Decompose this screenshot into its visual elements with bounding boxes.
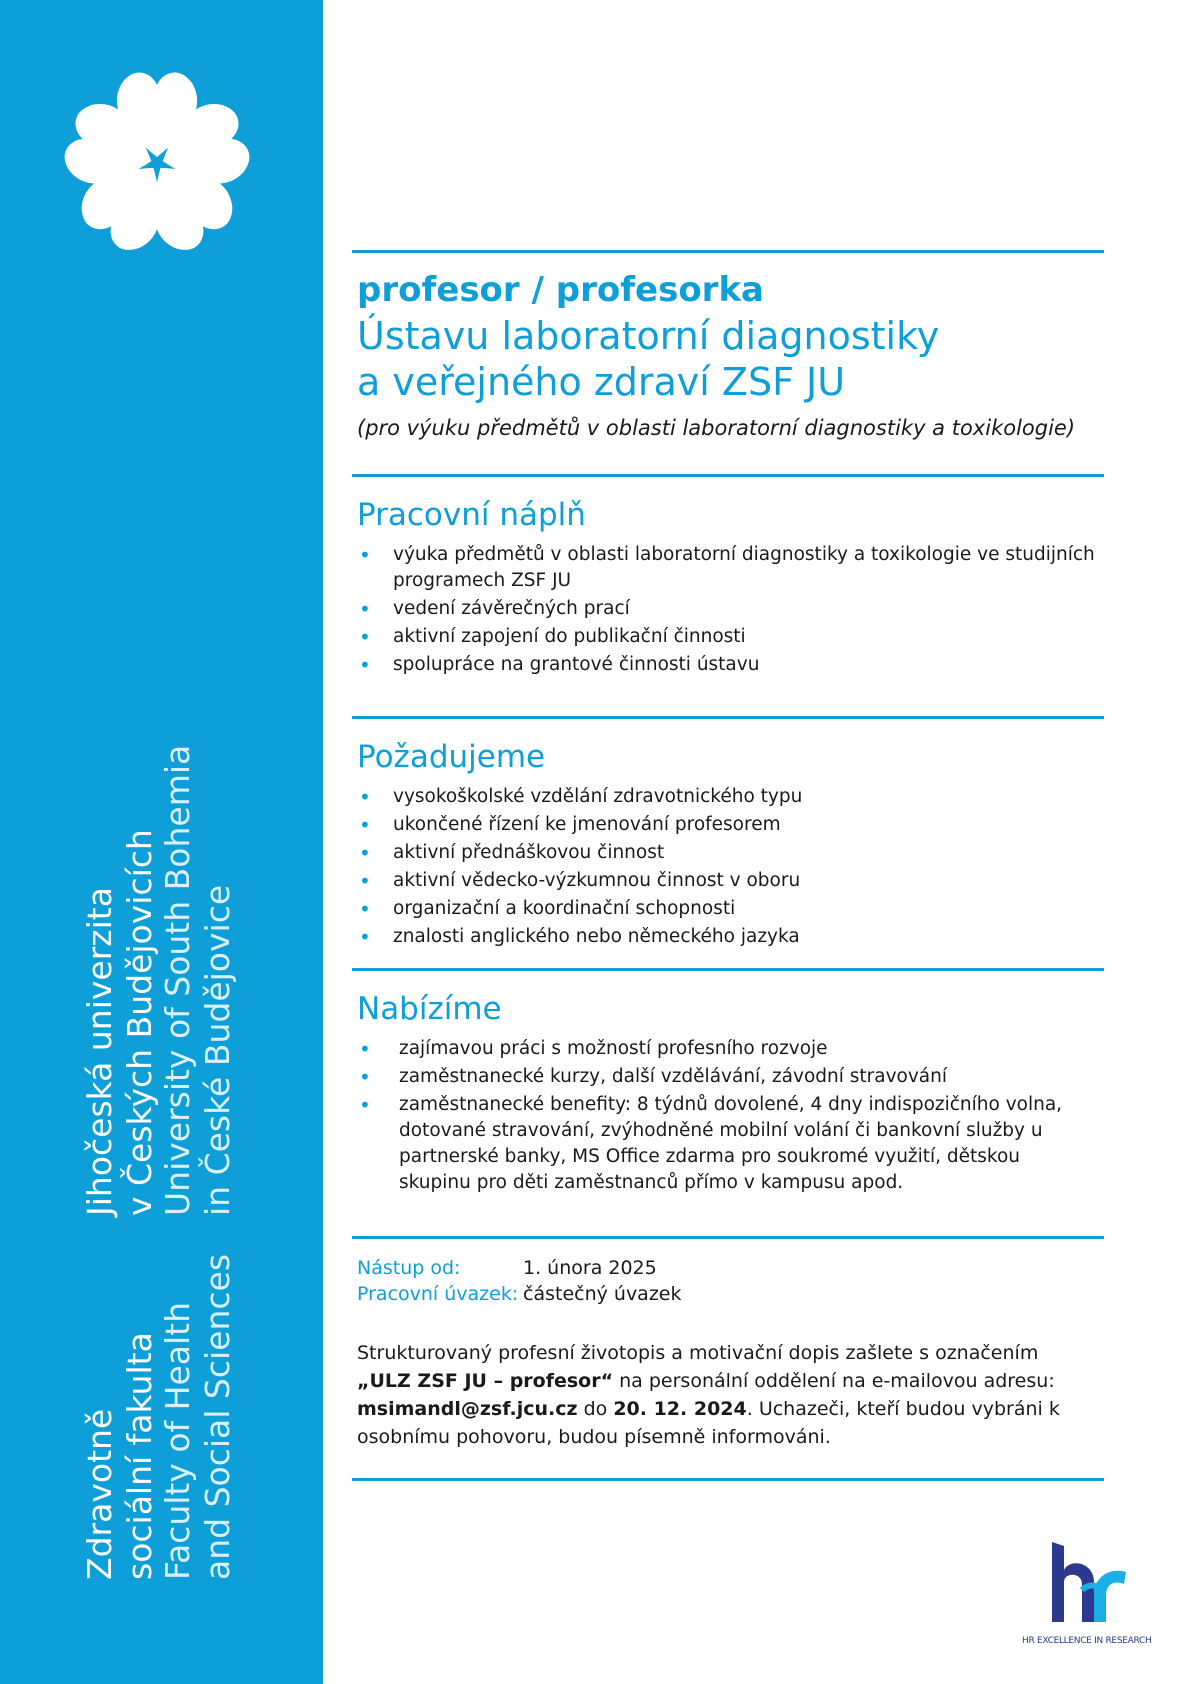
list-item: • zaměstnanecké kurzy, další vzdělávání, závodní stravování	[357, 1064, 1077, 1090]
duties-heading: Pracovní náplň	[357, 497, 586, 533]
university-name-cz	[80, 829, 160, 1216]
start-date-label: Nástup od:	[357, 1257, 461, 1279]
university-name-en	[158, 745, 238, 1216]
workload-label: Pracovní úvazek:	[357, 1283, 519, 1305]
application-text: Strukturovaný profesní životopis a motivační dopis zašlete s označením	[357, 1342, 1039, 1364]
divider	[352, 716, 1104, 719]
hr-logo-icon	[1022, 1538, 1152, 1638]
department-title	[357, 313, 939, 405]
workload-row	[357, 1281, 682, 1307]
list-item: • organizační a koordinační schopnosti	[357, 896, 1097, 922]
department-line1: Ústavu laboratorní diagnostiky	[357, 314, 940, 358]
list-item: • zajímavou práci s možností profesního rozvoje	[357, 1036, 1077, 1062]
job-subtitle: (pro výuku předmětů v oblasti laboratorní diagnostiky a toxikologie)	[357, 416, 1076, 440]
list-item: • aktivní zapojení do publikační činnosti	[357, 624, 1097, 650]
divider	[352, 968, 1104, 971]
faculty-en-line2: and Social Sciences	[198, 1253, 237, 1580]
job-title: profesor / profesorka	[357, 270, 765, 310]
start-date-row	[357, 1255, 682, 1281]
hr-excellence-logo	[1022, 1538, 1152, 1658]
list-item: • spolupráce na grantové činnosti ústavu	[357, 652, 1097, 678]
list-item: • vysokoškolské vzdělání zdravotnického typu	[357, 784, 1097, 810]
faculty-cz-line2: sociální fakulta	[120, 1332, 159, 1580]
department-line2: a veřejného zdraví ZSF JU	[357, 360, 846, 404]
offer-heading: Nabízíme	[357, 991, 502, 1027]
university-cz-line2: v Českých Budějovicích	[120, 829, 159, 1216]
application-text: do	[577, 1398, 614, 1420]
application-code: „ULZ ZSF JU – profesor“	[357, 1370, 614, 1392]
duties-list	[357, 542, 1097, 680]
faculty-cz-line1: Zdravotně	[80, 1408, 119, 1580]
list-item: • výuka předmětů v oblasti laboratorní diagnostiky a toxikologie ve studijních programech ZSF JU	[357, 542, 1097, 594]
list-item: • zaměstnanecké benefity: 8 týdnů dovolené, 4 dny indispozičního volna, dotované stravování, zvýhodněné mobilní volání či bankovní služby u partnerské banky, MS Office zdarma pro soukromé využití, dětskou skupinu pro děti zaměstnanců přímo v kampusu apod.	[357, 1092, 1077, 1196]
divider	[352, 1236, 1104, 1239]
faculty-name-en	[158, 1254, 238, 1580]
workload-value: částečný úvazek	[523, 1283, 682, 1305]
offer-list	[357, 1036, 1077, 1198]
sidebar	[0, 0, 323, 1684]
faculty-en-line1: Faculty of Health	[158, 1301, 197, 1580]
application-text: . Uchazeči, kteří budou vybráni k osobnímu pohovoru, budou písemně informováni.	[357, 1398, 1060, 1448]
application-instructions	[357, 1339, 1097, 1451]
hr-logo-text: HR EXCELLENCE IN RESEARCH	[1022, 1636, 1152, 1646]
list-item: • aktivní vědecko-výzkumnou činnost v oboru	[357, 868, 1097, 894]
requirements-list	[357, 784, 1097, 952]
university-flower-logo	[52, 58, 262, 268]
divider	[352, 250, 1104, 253]
list-item: • znalosti anglického nebo německého jazyka	[357, 924, 1097, 950]
university-en-line1: University of South Bohemia	[158, 744, 197, 1216]
divider	[352, 474, 1104, 477]
deadline-date: 20. 12. 2024	[613, 1398, 747, 1420]
job-meta	[357, 1255, 682, 1307]
requirements-heading: Požadujeme	[357, 739, 546, 775]
list-item: • ukončené řízení ke jmenování profesorem	[357, 812, 1097, 838]
application-text: na personální oddělení na e-mailovou adresu:	[613, 1370, 1055, 1392]
list-item: • vedení závěrečných prací	[357, 596, 1097, 622]
divider	[352, 1478, 1104, 1481]
faculty-name-cz	[80, 1332, 160, 1580]
university-en-line2: in České Budějovice	[198, 884, 237, 1216]
contact-email[interactable]: msimandl@zsf.jcu.cz	[357, 1398, 578, 1420]
university-cz-line1: Jihočeská univerzita	[80, 887, 119, 1216]
start-date-value: 1. února 2025	[523, 1257, 657, 1279]
list-item: • aktivní přednáškovou činnost	[357, 840, 1097, 866]
